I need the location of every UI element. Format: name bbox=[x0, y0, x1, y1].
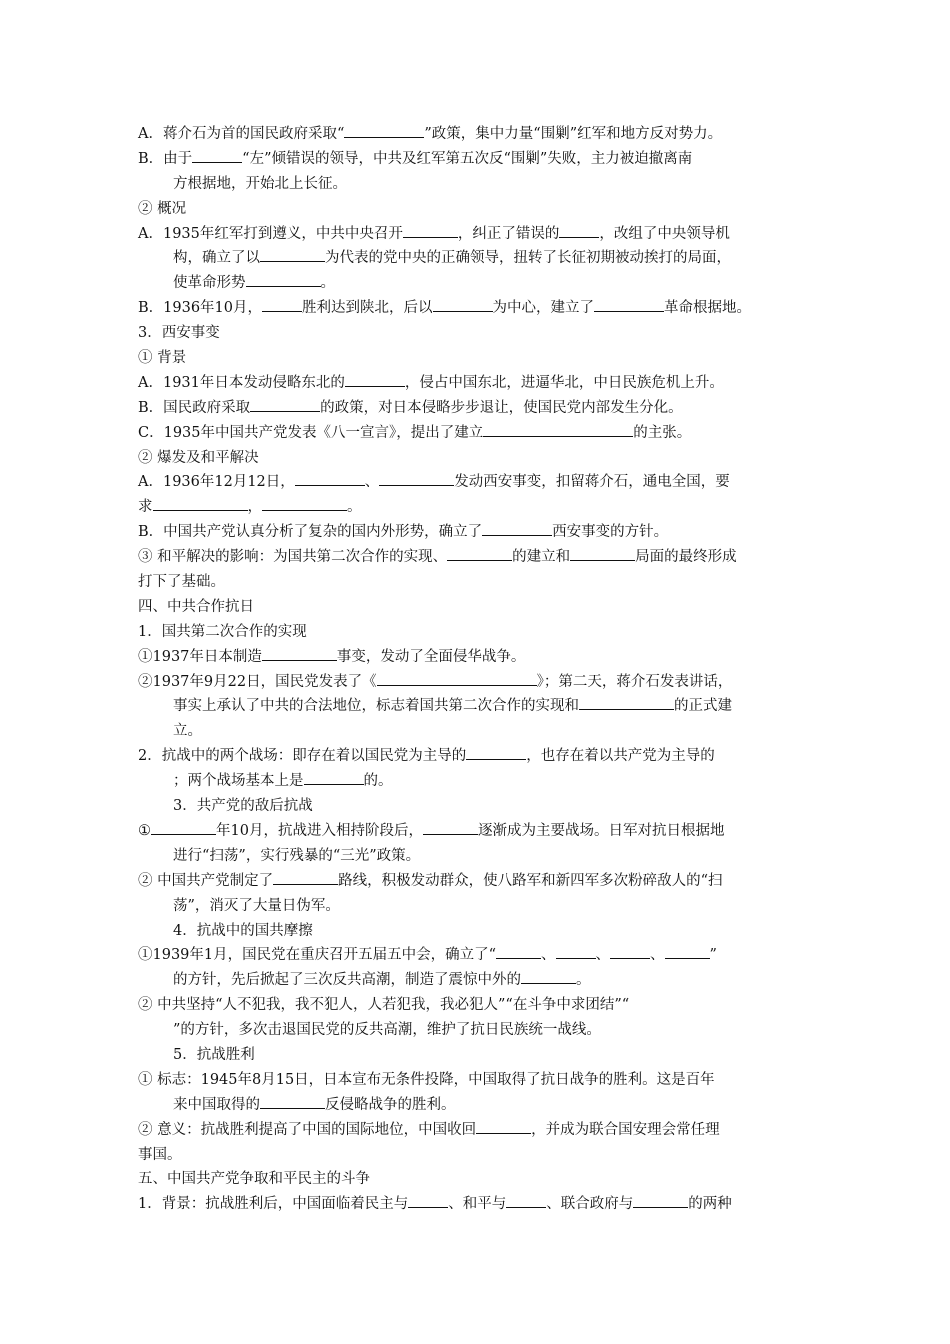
text-line: A．1936年12月12日， 、 发动西安事变，扣留蒋介石，通电全国，要 bbox=[138, 470, 828, 495]
blank bbox=[273, 869, 338, 885]
text-line: 事实上承认了中共的合法地位，标志着国共第二次合作的实现和 的正式建 bbox=[138, 694, 828, 719]
blank bbox=[153, 495, 248, 511]
text-line: ① 背景 bbox=[138, 350, 187, 367]
blank bbox=[633, 1192, 688, 1208]
text-line: ① 年10月，抗战进入相持阶段后， 逐渐成为主要战场。日军对抗日根据地 bbox=[138, 819, 828, 844]
blank bbox=[594, 296, 664, 312]
blank bbox=[345, 371, 405, 387]
text-line: 使革命形势 。 bbox=[138, 271, 828, 296]
text-line: ② 爆发及和平解决 bbox=[138, 449, 259, 466]
text-line: 构，确立了以 为代表的党中央的正确领导，扭转了长征初期被动挨打的局面， bbox=[138, 246, 828, 271]
text-line: ① 标志：1945年8月15日，日本宣布无条件投降，中国取得了抗日战争的胜利。这是百年 bbox=[138, 1071, 715, 1088]
text-line: 3．西安事变 bbox=[138, 325, 220, 342]
text-line: ②1937年9月22日，国民党发表了《 》；第二天，蒋介石发表讲话， bbox=[138, 670, 828, 695]
blank bbox=[496, 943, 541, 959]
document-page bbox=[138, 122, 828, 1217]
blank bbox=[665, 943, 710, 959]
blank bbox=[344, 122, 424, 138]
text-line: 事国。 bbox=[138, 1146, 182, 1163]
blank bbox=[466, 744, 526, 760]
blank bbox=[408, 1192, 448, 1208]
blank bbox=[556, 943, 596, 959]
text-line: 打下了基础。 bbox=[138, 574, 225, 591]
blank bbox=[423, 819, 478, 835]
blank bbox=[246, 271, 321, 287]
blank bbox=[570, 545, 635, 561]
blank bbox=[295, 470, 365, 486]
text-line: 进行“扫荡”，实行残暴的“三光”政策。 bbox=[173, 847, 421, 864]
blank bbox=[377, 670, 537, 686]
text-line: A．1935年红军打到遵义，中共中央召开 ，纠正了错误的 ，改组了中央领导机 bbox=[138, 222, 828, 247]
text-line: ；两个战场基本上是 的。 bbox=[138, 769, 828, 794]
blank bbox=[483, 421, 633, 437]
subheading: 5．抗战胜利 bbox=[173, 1046, 255, 1063]
blank bbox=[262, 495, 347, 511]
text-line: C．1935年中国共产党发表《八一宣言》，提出了建立 的主张。 bbox=[138, 421, 828, 446]
text-line: ② 概况 bbox=[138, 200, 187, 217]
text-line: ③ 和平解决的影响：为国共第二次合作的实现、 的建立和 局面的最终形成 bbox=[138, 545, 828, 570]
blank bbox=[192, 147, 242, 163]
text-line: 来中国取得的 反侵略战争的胜利。 bbox=[138, 1093, 828, 1118]
blank bbox=[262, 296, 302, 312]
text-line: ”的方针，多次击退国民党的反共高潮，维护了抗日民族统一战线。 bbox=[173, 1022, 601, 1039]
text-line: B．中国共产党认真分析了复杂的国内外形势，确立了 西安事变的方针。 bbox=[138, 520, 828, 545]
subheading: 4．抗战中的国共摩擦 bbox=[173, 922, 313, 939]
blank bbox=[403, 222, 458, 238]
text-line: ② 中共坚持“人不犯我，我不犯人，人若犯我，我必犯人”“在斗争中求团结”“ bbox=[138, 997, 630, 1014]
text-line: A．1931年日本发动侵略东北的 ，侵占中国东北，进逼华北，中日民族危机上升。 bbox=[138, 371, 828, 396]
section-heading: 五、中国共产党争取和平民主的斗争 bbox=[138, 1171, 370, 1188]
text-line: A．蒋介石为首的国民政府采取“ ”政策，集中力量“围剿”红军和地方反对势力。 bbox=[138, 122, 828, 147]
blank bbox=[447, 545, 512, 561]
blank bbox=[250, 396, 320, 412]
text-line: 求 ， 。 bbox=[138, 495, 828, 520]
blank bbox=[506, 1192, 546, 1208]
blank bbox=[610, 943, 650, 959]
text-line: B．由于 “左”倾错误的领导，中共及红军第五次反“围剿”失败，主力被迫撤离南 bbox=[138, 147, 828, 172]
text-line: B．1936年10月， 胜利达到陕北，后以 为中心，建立了 革命根据地。 bbox=[138, 296, 828, 321]
text-line: 立。 bbox=[173, 723, 202, 740]
text-line: 1．国共第二次合作的实现 bbox=[138, 623, 307, 640]
blank bbox=[151, 819, 216, 835]
blank bbox=[304, 769, 364, 785]
blank bbox=[476, 1118, 531, 1134]
blank bbox=[260, 1093, 325, 1109]
blank bbox=[482, 520, 552, 536]
text-line: ①1937年日本制造 事变，发动了全面侵华战争。 bbox=[138, 645, 828, 670]
text-line: B．国民政府采取 的政策，对日本侵略步步退让，使国民党内部发生分化。 bbox=[138, 396, 828, 421]
blank bbox=[379, 470, 454, 486]
blank bbox=[559, 222, 599, 238]
text-line: 的方针，先后掀起了三次反共高潮，制造了震惊中外的 。 bbox=[138, 968, 828, 993]
section-heading: 四、中共合作抗日 bbox=[138, 598, 254, 615]
text-line: ①1939年1月，国民党在重庆召开五届五中会，确立了“ 、 、 、 ” bbox=[138, 943, 828, 968]
blank bbox=[262, 645, 337, 661]
blank bbox=[260, 246, 325, 262]
blank bbox=[579, 694, 674, 710]
text-line: ② 意义：抗战胜利提高了中国的国际地位，中国收回 ，并成为联合国安理会常任理 bbox=[138, 1118, 828, 1143]
text-line: 荡”，消灭了大量日伪军。 bbox=[173, 897, 340, 914]
blank bbox=[521, 968, 576, 984]
text-line: ② 中国共产党制定了 路线，积极发动群众，使八路军和新四军多次粉碎敌人的“扫 bbox=[138, 869, 828, 894]
blank bbox=[433, 296, 493, 312]
text-line: 2．抗战中的两个战场：即存在着以国民党为主导的 ，也存在着以共产党为主导的 bbox=[138, 744, 828, 769]
text-line: 1．背景：抗战胜利后，中国面临着民主与 、和平与 、联合政府与 的两种 bbox=[138, 1192, 828, 1217]
subheading: 3．共产党的敌后抗战 bbox=[173, 798, 313, 815]
text-line: 方根据地，开始北上长征。 bbox=[173, 175, 347, 192]
